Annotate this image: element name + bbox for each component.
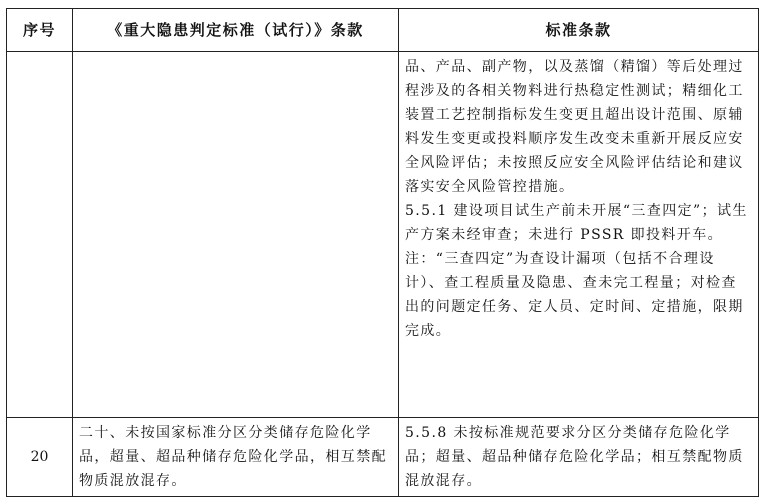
row-standard [399,418,759,497]
standard-paragraph: 5.5.1 建设项目试生产前未开展“三查四定”；试生产方案未经审查；未进行 PSSR 即投料开车。 [405,203,748,243]
row-number: 20 [7,418,73,497]
table-header-row [7,9,759,52]
row-clause: 二十、未按国家标准分区分类储存危险化学品，超量、超品种储存危险化学品，相互禁配物质混放混存。 [73,418,399,497]
row-number [7,52,73,418]
row-clause [73,52,399,418]
table-row [7,52,759,418]
header-judgment-clause: 《重大隐患判定标准（试行）》条款 [73,9,399,52]
row-standard [399,52,759,418]
hazard-standard-table [6,8,759,497]
header-standard-clause: 标准条款 [399,9,759,52]
standard-paragraph: 5.5.8 未按标准规范要求分区分类储存危险化学品；超量、超品种储存危险化学品；相互禁配物质混放混存。 [405,425,744,489]
table-row [7,418,759,497]
standard-paragraph: 品、产品、副产物，以及蒸馏（精馏）等后处理过程涉及的各相关物料进行热稳定性测试；精细化工装置工艺控制指标发生变更且超出设计范围、原辅料发生变更或投料顺序发生改变未重新开展反应安全风险评估；未按照反应安全风险评估结论和建议落实安全风险管控措施。 [405,59,744,195]
standard-note: 注：“三查四定”为查设计漏项（包括不合理设计）、查工程质量及隐患、查未完工程量；对检查出的问题定任务、定人员、定时间、定措施，限期完成。 [405,251,744,339]
header-serial-number: 序号 [7,9,73,52]
